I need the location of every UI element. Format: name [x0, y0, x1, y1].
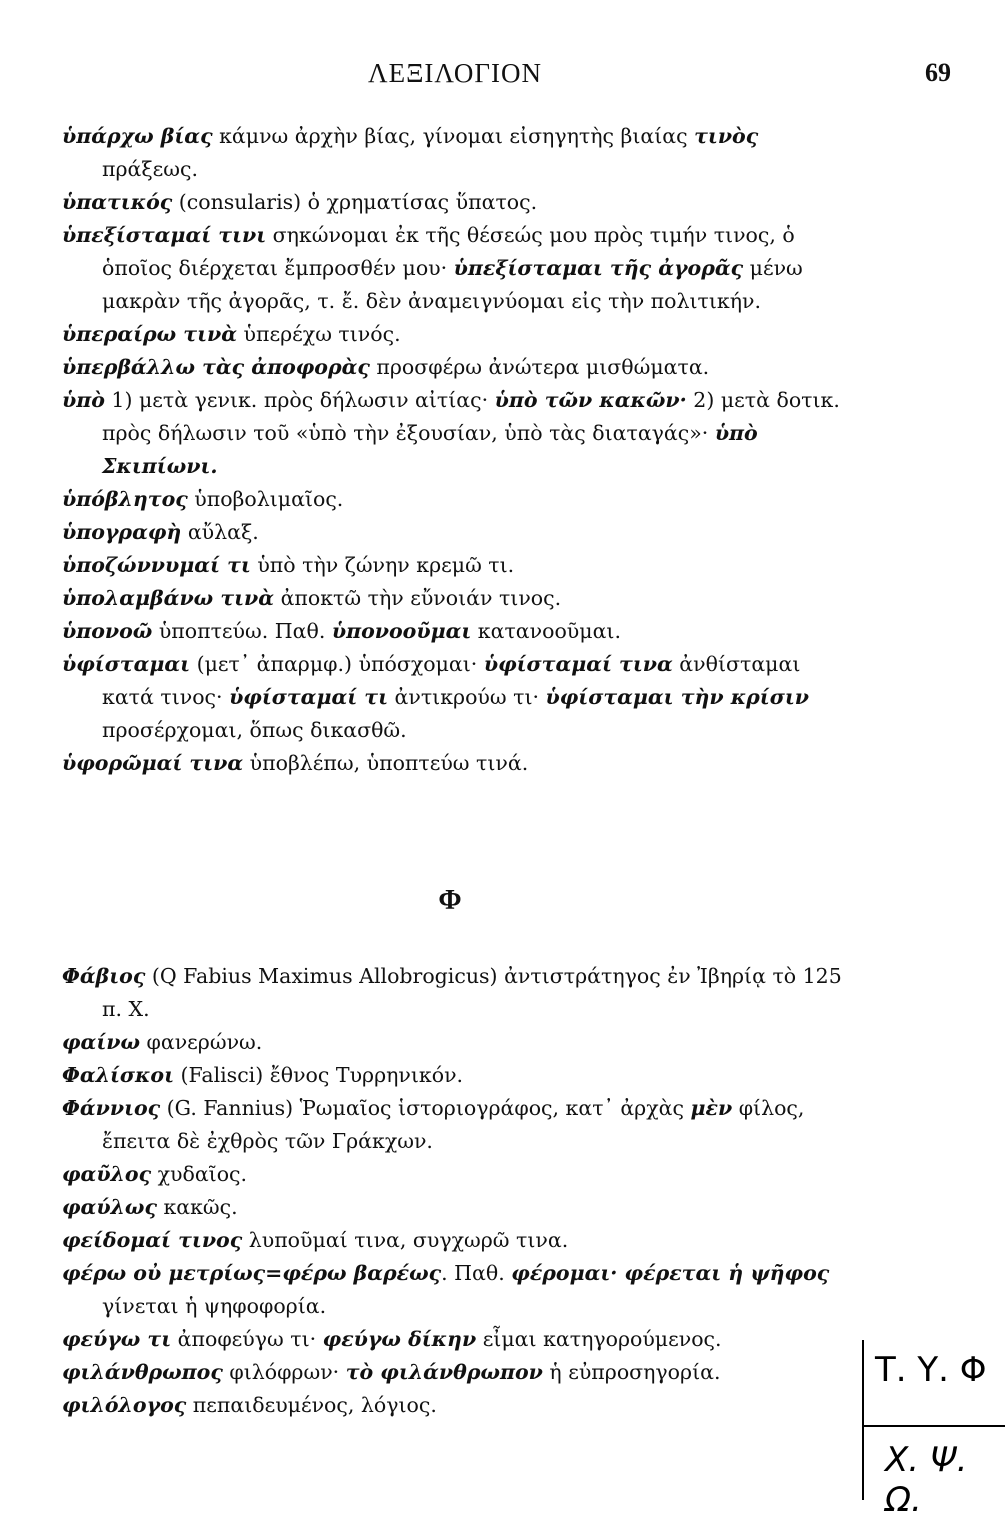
entry: ὑπολαμβάνω τινὰ ἀποκτῶ τὴν εὔνοιάν τινος.: [62, 586, 562, 610]
handwritten-note-top: Τ. Υ. Φ: [875, 1350, 987, 1390]
entry: Φαλίσκοι (Falisci) ἔθνος Τυρρηνικόν.: [62, 1063, 464, 1087]
entry: ὑπατικός (consularis) ὁ χρηματίσας ὕπατος.: [62, 190, 538, 214]
entry: ὑπερβάλλω τὰς ἀποφορὰς προσφέρω ἀνώτερα μισθώματα.: [62, 355, 710, 379]
entry: ὑφίσταμαι (μετ᾿ ἀπαρμφ.) ὑπόσχομαι· ὑφίσταμαί τινα ἀνθίσταμαι κατά τινος· ὑφίσταμαί τι ἀντικρούω τι· ὑφίσταμαι τὴν κρίσιν προσέρχομαι, ὅπως δικασθῶ.: [62, 652, 809, 742]
page-title: ΛΕΞΙΛΟΓΙΟΝ: [368, 58, 542, 88]
handwritten-separator-vertical: [862, 1340, 864, 1500]
entry: φείδομαί τινος λυποῦμαί τινα, συγχωρῶ τινα.: [62, 1228, 569, 1252]
entry: Φάβιος (Q Fabius Maximus Allobrogicus) ἀντιστράτηγος ἐν Ἰβηρίᾳ τὸ 125 π. Χ.: [62, 964, 842, 1021]
entry: φαίνω φανερώνω.: [62, 1030, 263, 1054]
handwritten-separator: [862, 1425, 1005, 1427]
entry: φιλόλογος πεπαιδευμένος, λόγιος.: [62, 1393, 437, 1417]
entry: φιλάνθρωπος φιλόφρων· τὸ φιλάνθρωπον ἡ εὐπροσηγορία.: [62, 1360, 721, 1384]
entry: Φάννιος (G. Fannius) Ῥωμαῖος ἱστοριογράφος, κατ᾿ ἀρχὰς μὲν φίλος, ἔπειτα δὲ ἐχθρὸς τῶν Γράκχων.: [62, 1096, 805, 1153]
handwritten-note-bottom: Χ. Ψ. Ω.: [885, 1440, 968, 1520]
entries-upsilon: [62, 120, 852, 780]
entry: ὑπόβλητος ὑποβολιμαῖος.: [62, 487, 344, 511]
entry: φαύλως κακῶς.: [62, 1195, 238, 1219]
entry: ὑποζώννυμαί τι ὑπὸ τὴν ζώνην κρεμῶ τι.: [62, 553, 515, 577]
entry: ὑφορῶμαί τινα ὑποβλέπω, ὑποπτεύω τινά.: [62, 751, 529, 775]
entry: ὑπονοῶ ὑποπτεύω. Παθ. ὑπονοοῦμαι κατανοοῦμαι.: [62, 619, 621, 643]
page-number: 69: [925, 58, 951, 87]
entries-phi: [62, 960, 852, 1422]
entry: φέρω οὐ μετρίως=φέρω βαρέως. Παθ. φέρομαι· φέρεται ἡ ψῆφος γίνεται ἡ ψηφοφορία.: [62, 1261, 830, 1318]
entry: ὑπάρχω βίας κάμνω ἀρχὴν βίας, γίνομαι εἰσηγητὴς βιαίας τινὸς πράξεως.: [62, 124, 759, 181]
section-letter-phi: Φ: [438, 885, 462, 916]
entry: ὑπεραίρω τινὰ ὑπερέχω τινός.: [62, 322, 401, 346]
entry: ὑπεξίσταμαί τινι σηκώνομαι ἐκ τῆς θέσεώς μου πρὸς τιμήν τινος, ὁ ὁποῖος διέρχεται ἔμπροσθέν μου· ὑπεξίσταμαι τῆς ἀγορᾶς μένω μακρὰν τῆς ἀγορᾶς, τ. ἔ. δὲν ἀναμειγνύομαι εἰς τὴν πολιτικήν.: [62, 223, 803, 313]
entry: ὑπὸ 1) μετὰ γενικ. πρὸς δήλωσιν αἰτίας· ὑπὸ τῶν κακῶν· 2) μετὰ δοτικ. πρὸς δήλωσιν τοῦ «ὑπὸ τὴν ἐξουσίαν, ὑπὸ τὰς διαταγάς»· ὑπὸ Σκιπίωνι.: [62, 388, 840, 478]
entry: ὑπογραφὴ αὔλαξ.: [62, 520, 259, 544]
entry: φεύγω τι ἀποφεύγω τι· φεύγω δίκην εἶμαι κατηγορούμενος.: [62, 1327, 722, 1351]
page-header: [0, 58, 1005, 98]
entry: φαῦλος χυδαῖος.: [62, 1162, 248, 1186]
